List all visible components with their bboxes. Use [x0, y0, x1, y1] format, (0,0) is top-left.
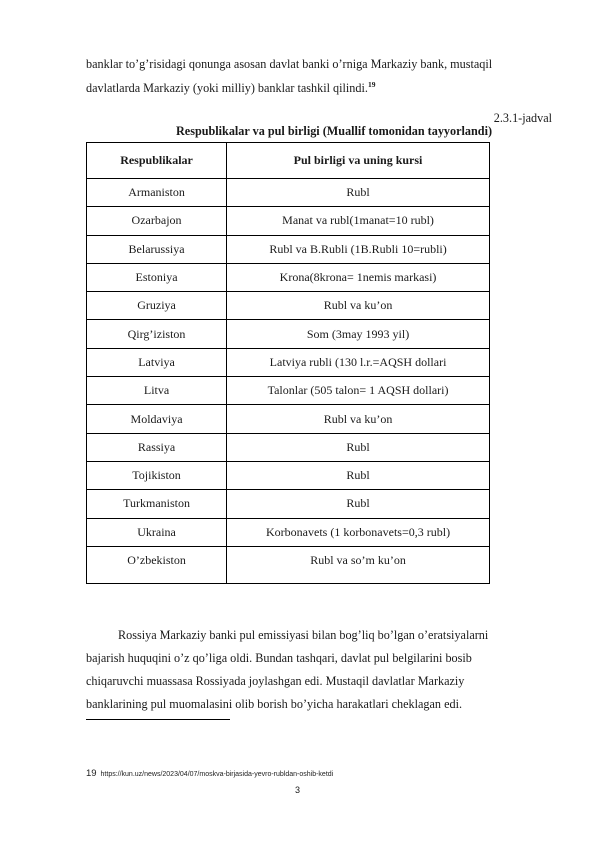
table-row — [87, 348, 490, 376]
cell-respublika: Gruziya — [87, 292, 227, 320]
table-caption: Respublikalar va pul birligi (Muallif tomonidan tayyorlandi) — [175, 124, 493, 138]
cell-pul-birligi: Korbonavets (1 korbonavets=0,3 rubl) — [227, 518, 490, 546]
cell-respublika: Ukraina — [87, 518, 227, 546]
cell-respublika: Tojikiston — [87, 461, 227, 489]
cell-pul-birligi: Rubl va so’m ku’on — [227, 546, 490, 583]
footnote — [86, 768, 333, 779]
table-label: 2.3.1-jadval — [493, 111, 552, 125]
cell-pul-birligi: Rubl va ku’on — [227, 405, 490, 433]
cell-pul-birligi: Rubl — [227, 179, 490, 207]
cell-respublika: Turkmaniston — [87, 490, 227, 518]
cell-pul-birligi: Krona(8krona= 1nemis markasi) — [227, 263, 490, 291]
intro-line-1: banklar to’g’risidagi qonunga asosan davlat banki o’rniga Markaziy bank, mustaqil — [86, 57, 493, 71]
cell-pul-birligi: Rubl va ku’on — [227, 292, 490, 320]
footnote-link[interactable]: https://kun.uz/news/2023/04/07/moskva-birjasida-yevro-rubldan-oshib-ketdi — [100, 771, 334, 778]
cell-respublika: Belarussiya — [87, 235, 227, 263]
table-row — [87, 546, 490, 583]
cell-respublika: Ozarbajon — [87, 207, 227, 235]
table-row — [87, 179, 490, 207]
table-row — [87, 320, 490, 348]
cell-respublika: O’zbekiston — [87, 546, 227, 583]
cell-pul-birligi: Manat va rubl(1manat=10 rubl) — [227, 207, 490, 235]
cell-respublika: Litva — [87, 377, 227, 405]
table-row — [87, 292, 490, 320]
cell-respublika: Rassiya — [87, 433, 227, 461]
table-header-row — [87, 143, 490, 179]
paragraph-line-4: banklarining pul muomalasini olib borish bo’yicha harakatlari cheklagan edi. — [86, 697, 463, 711]
cell-pul-birligi: Rubl va B.Rubli (1B.Rubli 10=rubli) — [227, 235, 490, 263]
intro-line-2 — [86, 81, 375, 96]
cell-respublika: Latviya — [87, 348, 227, 376]
cell-pul-birligi: Latviya rubli (130 l.r.=AQSH dollari — [227, 348, 490, 376]
cell-respublika: Estoniya — [87, 263, 227, 291]
footnote-separator — [86, 719, 230, 720]
table-row — [87, 377, 490, 405]
table-row — [87, 207, 490, 235]
table-row — [87, 405, 490, 433]
cell-pul-birligi: Rubl — [227, 433, 490, 461]
paragraph-line-3: chiqaruvchi muassasa Rossiyada joylashgan edi. Mustaqil davlatlar Markaziy — [86, 674, 465, 688]
currency-table — [86, 142, 490, 584]
cell-respublika: Moldaviya — [87, 405, 227, 433]
header-respublikalar: Respublikalar — [87, 143, 227, 179]
header-pul-birligi: Pul birligi va uning kursi — [227, 143, 490, 179]
intro-line-2-text: davlatlarda Markaziy (yoki milliy) banklar tashkil qilindi. — [86, 81, 368, 95]
table-body — [87, 179, 490, 584]
cell-respublika: Qirg’iziston — [87, 320, 227, 348]
table-row — [87, 263, 490, 291]
paragraph-line-1: Rossiya Markaziy banki pul emissiyasi bilan bog’liq bo’lgan o’eratsiyalarni — [118, 628, 489, 642]
cell-pul-birligi: Rubl — [227, 490, 490, 518]
footnote-reference[interactable]: 19 — [367, 79, 376, 89]
cell-respublika: Armaniston — [87, 179, 227, 207]
footnote-number: 19 — [86, 768, 97, 779]
cell-pul-birligi: Som (3may 1993 yil) — [227, 320, 490, 348]
cell-pul-birligi: Rubl — [227, 461, 490, 489]
table-row — [87, 461, 490, 489]
table-row — [87, 490, 490, 518]
table-row — [87, 518, 490, 546]
table-row — [87, 433, 490, 461]
page-number: 3 — [294, 785, 300, 795]
paragraph-line-2: bajarish huquqini o’z qo’liga oldi. Bundan tashqari, davlat pul belgilarini bosib — [86, 651, 472, 665]
cell-pul-birligi: Talonlar (505 talon= 1 AQSH dollari) — [227, 377, 490, 405]
table-row — [87, 235, 490, 263]
